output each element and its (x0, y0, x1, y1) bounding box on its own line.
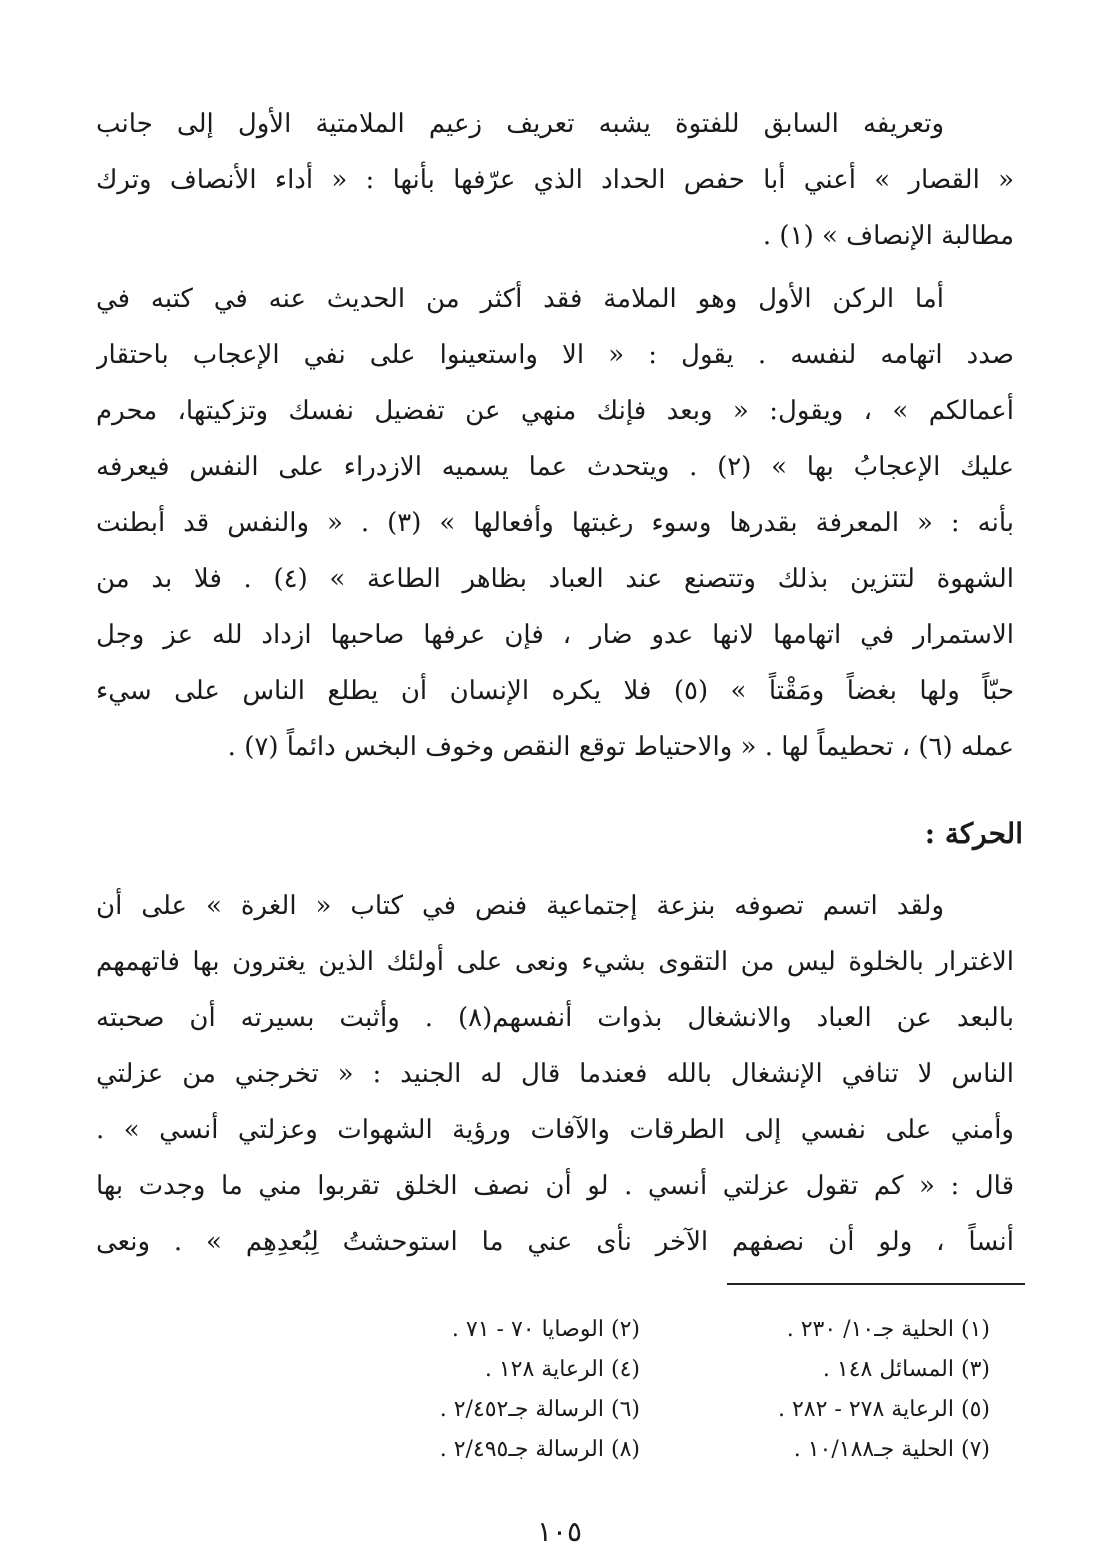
footnote: (٣) المسائل ١٤٨ . (822, 1357, 990, 1382)
footnote: (٥) الرعاية ٢٧٨ - ٢٨٢ . (777, 1397, 990, 1422)
text-line: مطالبة الإنصاف » (١) . (762, 221, 1014, 251)
footnote: (١) الحلية جـ١٠/ ٢٣٠ . (786, 1317, 990, 1342)
text-line: أما الركن الأول وهو الملامة فقد أكثر من الحديث عنه في كتبه في (96, 284, 944, 314)
text-line: عمله (٦) ، تحطيماً لها . « والاحتياط توقع النقص وخوف البخس دائماً (٧) . (227, 732, 1014, 762)
text-line: ولقد اتسم تصوفه بنزعة إجتماعية فنص في كتاب « الغرة » على أن (96, 891, 944, 921)
footnote: (٨) الرسالة جـ٢/٤٩٥ . (439, 1437, 640, 1462)
text-line: وتعريفه السابق للفتوة يشبه تعريف زعيم الملامتية الأول إلى جانب (96, 109, 944, 139)
text-line: « القصار » أعني أبا حفص الحداد الذي عرّفها بأنها : « أداء الأنصاف وترك (96, 165, 1014, 195)
paragraph-malama (96, 271, 1014, 775)
footnote-divider (727, 1283, 1025, 1285)
text-line: أنساً ، ولو أن نصفهم الآخر نأى عني ما استوحشتُ لِبُعدِهِم » . ونعى (96, 1227, 1014, 1257)
text-line: الناس لا تنافي الإنشغال بالله فعندما قال له الجنيد : « تخرجني من عزلتي (96, 1059, 1014, 1089)
paragraph-futuwwa (96, 96, 1014, 264)
footnote: (٧) الحلية جـ١٠/١٨٨ . (793, 1437, 990, 1462)
text-line: بالبعد عن العباد والانشغال بذوات أنفسهم(٨) . وأثبت بسيرته أن صحبته (96, 1003, 1014, 1033)
text-line: الاغترار بالخلوة ليس من التقوى بشيء ونعى على أولئك الذين يغترون بها فاتهمهم (96, 947, 1014, 977)
text-line: أعمالكم » ، ويقول: « وبعد فإنك منهي عن تفضيل نفسك وتزكيتها، محرم (96, 396, 1014, 426)
text-line: صدد اتهامه لنفسه . يقول : « الا واستعينوا على نفي الإعجاب باحتقار (96, 340, 1014, 370)
page-number: ١٠٥ (536, 1515, 583, 1548)
footnote-row (290, 1350, 990, 1390)
footnote: (٦) الرسالة جـ٢/٤٥٢ . (439, 1397, 640, 1422)
paragraph-haraka (96, 878, 1014, 1270)
footnote-row (290, 1390, 990, 1430)
footnote: (٤) الرعاية ١٢٨ . (484, 1357, 640, 1382)
text-line: قال : « كم تقول عزلتي أنسي . لو أن نصف الخلق تقربوا مني ما وجدت بها (96, 1171, 1014, 1201)
text-line: الشهوة لتتزين بذلك وتتصنع عند العباد بظاهر الطاعة » (٤) . فلا بد من (96, 564, 1014, 594)
text-line: الاستمرار في اتهامها لانها عدو ضار ، فإن عرفها صاحبها ازداد لله عز وجل (96, 620, 1014, 650)
text-line: بأنه : « المعرفة بقدرها وسوء رغبتها وأفعالها » (٣) . « والنفس قد أبطنت (96, 508, 1014, 538)
footnotes (290, 1310, 990, 1470)
footnote-row (290, 1430, 990, 1470)
text-line: عليك الإعجابُ بها » (٢) . ويتحدث عما يسميه الازدراء على النفس فيعرفه (96, 452, 1014, 482)
footnote: (٢) الوصايا ٧٠ - ٧١ . (451, 1317, 640, 1342)
text-line: حبّاً ولها بغضاً ومَقْتاً » (٥) فلا يكره الإنسان أن يطلع الناس على سيء (96, 676, 1014, 706)
text-line: وأمني على نفسي إلى الطرقات والآفات ورؤية الشهوات وعزلتي أنسي » . (96, 1115, 1014, 1145)
section-heading: الحركة : (924, 817, 1023, 850)
footnote-row (290, 1310, 990, 1350)
